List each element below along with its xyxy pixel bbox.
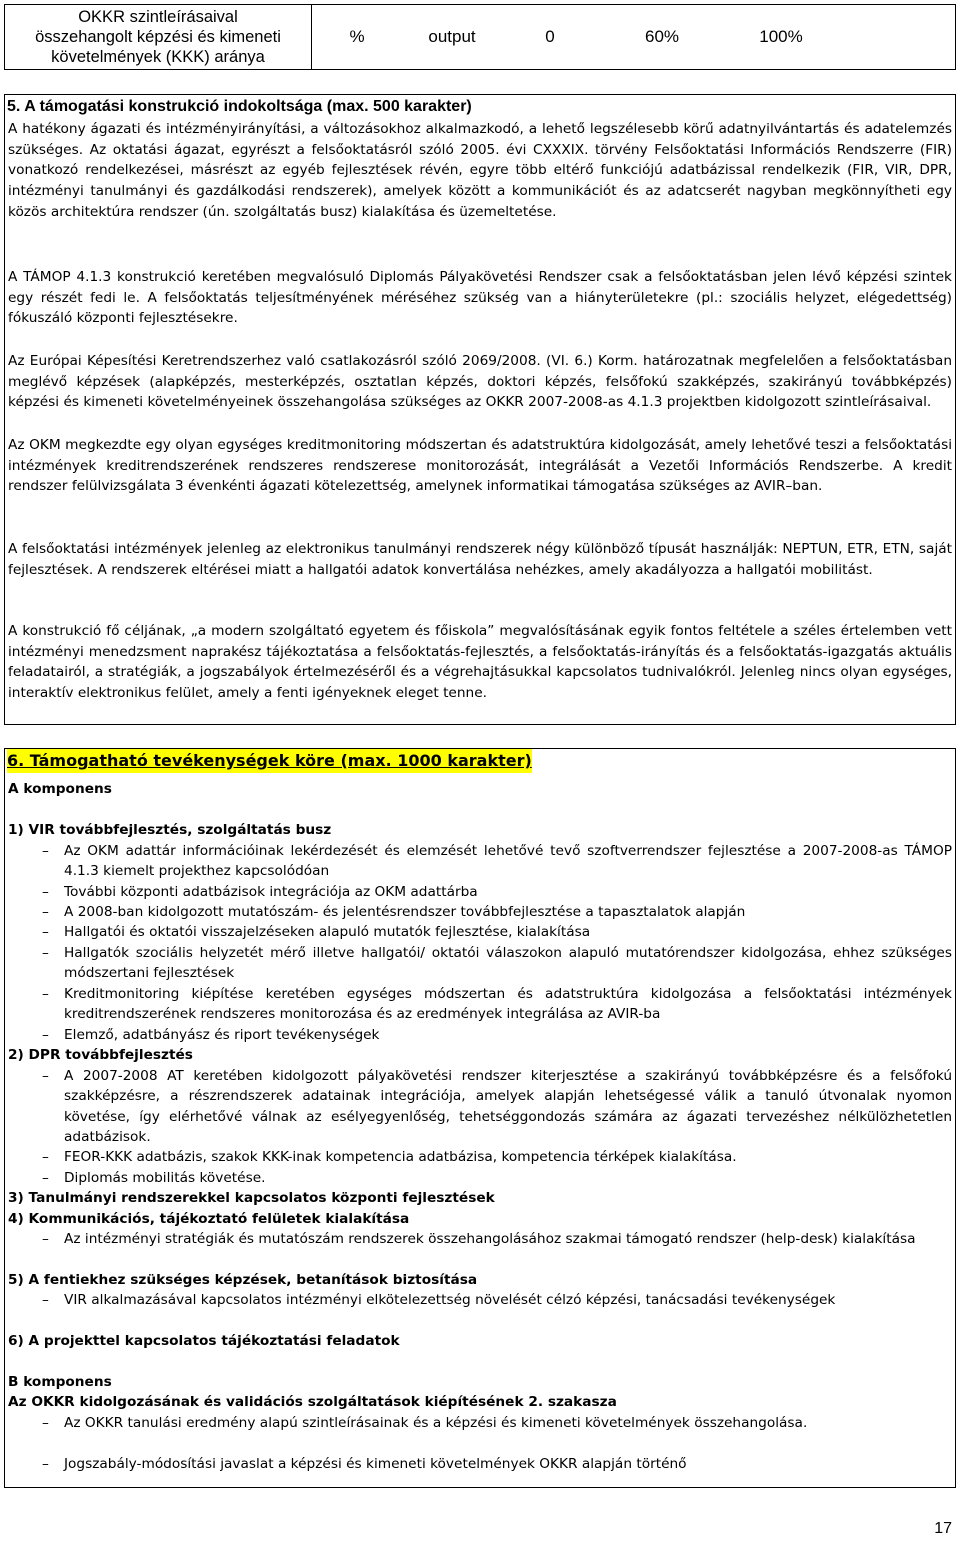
- paragraph: Az OKM megkezdte egy olyan egységes kreditmonitoring módszertan és adatstruktúra kidolgozását, amely lehetővé teszi a felsőoktatási intézmények kreditrendszerének rendszeres rendszerese monitorozását, integrálását a Vezetői Információs Rendszerbe. A kredit rendszer felülvizsgálata 3 évenkénti ágazati kötelezettség, amelynek informatikai támogatása szükséges az AVIR–ban.: [8, 437, 952, 495]
- scale-100: 100%: [759, 27, 803, 46]
- item-heading: 1) VIR továbbfejlesztés, szolgáltatás busz: [8, 822, 332, 838]
- item-heading: 3) Tanulmányi rendszerekkel kapcsolatos központi fejlesztések: [8, 1190, 495, 1206]
- paragraph: Az Európai Képesítési Keretrendszerhez való csatlakozásról szóló 2069/2008. (VI. 6.) Korm. határozatnak megfelelően a felsőoktatásban meglévő képzések (alapképzés, mesterképzés, osztatlan képzés, doktori képzés, felsőfokú szakképzés, szakirányú továbbképzés) képzési és kimeneti követelményeinek összehangolása szükséges az OKKR 2007-2008-as 4.1.3 projektben kidolgozott szintleírásaival.: [8, 353, 952, 411]
- item-heading: 4) Kommunikációs, tájékoztató felületek kialakítása: [8, 1211, 410, 1227]
- scale-output: output: [428, 27, 476, 46]
- page-number: 17: [934, 1520, 952, 1537]
- kkk-ratio-table: [4, 4, 956, 70]
- item-heading: 6) A projekttel kapcsolatos tájékoztatási feladatok: [8, 1333, 400, 1349]
- b-heading: Az OKKR kidolgozásának és validációs szolgáltatások kiépítésének 2. szakasza: [8, 1394, 617, 1410]
- item-heading: 2) DPR továbbfejlesztés: [8, 1047, 193, 1063]
- section-5-box: [4, 94, 956, 725]
- paragraph: A felsőoktatási intézmények jelenleg az elektronikus tanulmányi rendszerek négy különböző típusát használják: NEPTUN, ETR, ETN, saját fejlesztések. A rendszerek eltérései miatt a hallgatói adatok konvertálása nehézkes, amely akadályozza a hallgatói mobilitást.: [8, 541, 952, 578]
- b-komponens-label: B komponens: [8, 1374, 112, 1390]
- section-6-box: 6. Támogatható tevékenységek köre (max. 1000 karakter) A komponens 1) VIR továbbfejlesztés, szolgáltatás busz – Az OKM adattár információinak lekérdezését és elemzését lehetővé tevő szoftverrendszer fejlesztése a 2007-2008-as TÁMOP 4.1.3 kiemelt projekthez kapcsolódóan – További központi adatbázisok integrációja az OKM adattárba – A 2008-ban kidolgozott mutatószám- és jelentésrendszer továbbfejlesztése a tapasztalatok alapján – Hallgatói és oktatói visszajelzéseken alapuló mutatók fejlesztése, kialakítása – Hallgatók szociális helyzetét mérő illetve hallgatói/ oktatói válaszokon alapuló mutatórendszer kidolgozása, ehhez szükséges módszertani fejlesztések – Kreditmonitoring kiépítése keretében egységes módszertan és adatstruktúra kidolgozása a felsőoktatási intézmények kreditrendszerének rendszeres monitorozása és az eredmények integrálása az AVIR-ba – Elemző, adatbányász és riport tevékenységek 2) DPR továbbfejlesztés – A 2007-2008 AT keretében kidolgozott pályakövetési rendszer kiterjesztése a szakirányú továbbképzésre és a felsőfokú szakképzésre, a részrendszerek adatainak integrációja, amelyek alapján lehetségessé válik a tanuló útvonalak nyomon követése, így elérhetővé válnak az esélyegyenlőség, tehetséggondozás számára az ágazati tervezéshez nélkülözhetetlen adatbázisok. – FEOR-KKK adatbázis, szakok KKK-inak kompetencia adatbázisa, kompetencia térképek kialakítása. – Diplomás mobilitás követése. 3) Tanulmányi rendszerekkel kapcsolatos központi fejlesztések 4) Kommunikációs, tájékoztató felületek kialakítása – Az intézményi stratégiák és mutatószám rendszerek összehangolásához szakmai támogató rendszer (help-desk) kialakítása 5) A fentiekhez szükséges képzések, betanítások biztosítása – VIR alkalmazásával kapcsolatos intézményi elkötelezettség növelését célzó képzési, tanácsadási tevékenységek 6) A projekttel kapcsolatos tájékoztatási feladatok B komponens Az OKKR kidolgozásának és validációs szolgáltatások kiépítésének 2. szakasza – Az OKKR tanulási eredmény alapú szintleírásainak és a képzési és kimeneti követelmények összehangolása. – Jogszabály-módosítási javaslat a képzési és kimeneti követelmények OKKR alapján történő: [4, 748, 956, 1488]
- scale-percent: %: [349, 27, 365, 46]
- scale-60: 60%: [644, 27, 680, 46]
- kkk-ratio-scale: [312, 5, 955, 69]
- paragraph: A konstrukció fő céljának, „a modern szolgáltató egyetem és főiskola” megvalósításának egyik fontos feltétele a széles értelemben vett intézményi menedzsment naprakész tájékoztatása a felsőoktatás-fejlesztés, a felsőoktatás-irányítás és a felsőoktatás-igazgatás aktuális feladatairól, a stratégiák, a jogszabályok értelmezéséről és a végrehajtásukkal kapcsolatos tudnivalókról. Jelenleg nincs olyan egységes, interaktív elektronikus felület, amely a fenti igényeknek eleget tenne.: [8, 623, 952, 702]
- paragraph: A hatékony ágazati és intézményirányítási, a változásokhoz alkalmazkodó, a lehető legszélesebb körű adatnyilvántartás és adatelemzés szükséges. Az oktatási ágazat, egyrészt a felsőoktatásról szóló 2005. évi CXXXIX. törvény Felsőoktatási Információs Rendszerre (FIR) vonatkozó rendelkezései, másrészt az egyéb fejlesztések révén, egyre több eltérő funkciójú adatbázissal rendelkezik (FIR, VIR, DPR, intézményi tanulmányi és gazdálkodási rendszerek), amelyek között a kommunikációt és az adatcserét nagyban megkönnyítheti egy közös architektúra rendszer (ún. szolgáltatás busz) kialakítása és üzemeltetése.: [8, 121, 952, 220]
- a-komponens-label: A komponens: [8, 781, 112, 797]
- paragraph: A TÁMOP 4.1.3 konstrukció keretében megvalósuló Diplomás Pályakövetési Rendszer csak a felsőoktatásban jelen lévő képzési szintek egy részét fedi le. A felsőoktatás teljesítményének méréséhez szükség van a hiányterületekre (pl.: szociális helyzet, elégedettség) fókuszáló központi fejlesztésekre.: [8, 269, 952, 327]
- section-5-title: 5. A támogatási konstrukció indokoltsága (max. 500 karakter): [7, 98, 472, 115]
- label-line: követelmények (KKK) aránya: [51, 48, 265, 66]
- item-heading: 5) A fentiekhez szükséges képzések, betanítások biztosítása: [8, 1272, 478, 1288]
- label-line: összehangolt képzési és kimeneti: [35, 28, 281, 46]
- label-line: OKKR szintleírásaival: [78, 8, 238, 26]
- scale-0: 0: [545, 27, 555, 46]
- kkk-ratio-label: [5, 5, 312, 69]
- section-6-title: 6. Támogatható tevékenységek köre (max. 1000 karakter): [7, 749, 532, 773]
